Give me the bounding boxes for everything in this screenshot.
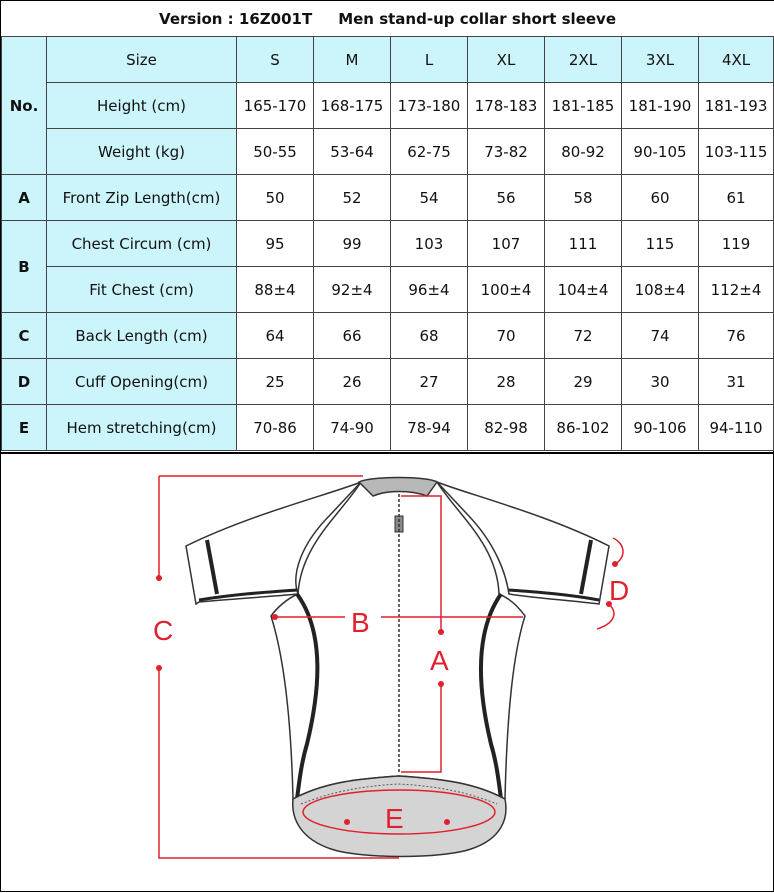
measurement-code: C	[2, 313, 47, 359]
row-label: Weight (kg)	[47, 129, 237, 175]
measurement-row-b	[2, 221, 774, 267]
row-label: Back Length (cm)	[47, 313, 237, 359]
value-cell: 31	[699, 359, 774, 405]
value-cell: 25	[237, 359, 314, 405]
value-cell: 76	[699, 313, 774, 359]
value-cell: 90-106	[622, 405, 699, 451]
value-cell: 78-94	[391, 405, 468, 451]
weight-cell: 50-55	[237, 129, 314, 175]
jersey-drawing	[1, 454, 773, 891]
value-cell: 96±4	[391, 267, 468, 313]
row-label: Fit Chest (cm)	[47, 267, 237, 313]
value-cell: 66	[314, 313, 391, 359]
value-cell: 64	[237, 313, 314, 359]
weight-cell: 103-115	[699, 129, 774, 175]
row-label: Chest Circum (cm)	[47, 221, 237, 267]
measurement-row-c	[2, 313, 774, 359]
weight-cell: 80-92	[545, 129, 622, 175]
size-table	[1, 1, 774, 451]
value-cell: 74	[622, 313, 699, 359]
row-label: Front Zip Length(cm)	[47, 175, 237, 221]
value-cell: 70	[468, 313, 545, 359]
row-label: Height (cm)	[47, 83, 237, 129]
row-label: Hem stretching(cm)	[47, 405, 237, 451]
value-cell: 94-110	[699, 405, 774, 451]
size-cell: S	[237, 37, 314, 83]
value-cell: 95	[237, 221, 314, 267]
value-cell: 92±4	[314, 267, 391, 313]
value-cell: 88±4	[237, 267, 314, 313]
value-cell: 60	[622, 175, 699, 221]
height-cell: 181-190	[622, 83, 699, 129]
size-cell: XL	[468, 37, 545, 83]
height-cell: 165-170	[237, 83, 314, 129]
weight-cell: 73-82	[468, 129, 545, 175]
value-cell: 111	[545, 221, 622, 267]
size-row	[2, 37, 774, 83]
height-cell: 181-193	[699, 83, 774, 129]
value-cell: 115	[622, 221, 699, 267]
marker-e: E	[385, 803, 404, 834]
size-cell: 2XL	[545, 37, 622, 83]
value-cell: 100±4	[468, 267, 545, 313]
weight-cell: 90-105	[622, 129, 699, 175]
value-cell: 30	[622, 359, 699, 405]
no-label: No.	[2, 37, 47, 175]
value-cell: 26	[314, 359, 391, 405]
value-cell: 86-102	[545, 405, 622, 451]
value-cell: 72	[545, 313, 622, 359]
value-cell: 112±4	[699, 267, 774, 313]
version-text: Version : 16Z001T	[159, 9, 313, 28]
row-label: Cuff Opening(cm)	[47, 359, 237, 405]
value-cell: 103	[391, 221, 468, 267]
value-cell: 52	[314, 175, 391, 221]
measurement-code: D	[2, 359, 47, 405]
table-title	[2, 1, 774, 37]
height-cell: 178-183	[468, 83, 545, 129]
height-cell: 181-185	[545, 83, 622, 129]
measurement-row-e	[2, 405, 774, 451]
size-cell: M	[314, 37, 391, 83]
value-cell: 29	[545, 359, 622, 405]
value-cell: 108±4	[622, 267, 699, 313]
value-cell: 107	[468, 221, 545, 267]
marker-a: A	[430, 645, 449, 676]
value-cell: 82-98	[468, 405, 545, 451]
value-cell: 50	[237, 175, 314, 221]
row-label: Size	[47, 37, 237, 83]
value-cell: 104±4	[545, 267, 622, 313]
height-row	[2, 83, 774, 129]
value-cell: 68	[391, 313, 468, 359]
value-cell: 28	[468, 359, 545, 405]
height-cell: 168-175	[314, 83, 391, 129]
measurement-code: A	[2, 175, 47, 221]
marker-b: B	[351, 607, 370, 638]
style-description: Men stand-up collar short sleeve	[338, 9, 616, 28]
value-cell: 119	[699, 221, 774, 267]
marker-d: D	[609, 575, 630, 606]
measurement-row-a	[2, 175, 774, 221]
measurement-row-d	[2, 359, 774, 405]
value-cell: 54	[391, 175, 468, 221]
marker-c: C	[153, 615, 174, 646]
value-cell: 27	[391, 359, 468, 405]
jersey-diagram	[1, 452, 773, 893]
height-cell: 173-180	[391, 83, 468, 129]
value-cell: 61	[699, 175, 774, 221]
size-cell: L	[391, 37, 468, 83]
value-cell: 74-90	[314, 405, 391, 451]
value-cell: 99	[314, 221, 391, 267]
weight-cell: 62-75	[391, 129, 468, 175]
weight-row	[2, 129, 774, 175]
value-cell: 56	[468, 175, 545, 221]
value-cell: 58	[545, 175, 622, 221]
measurement-code: B	[2, 221, 47, 313]
value-cell: 70-86	[237, 405, 314, 451]
measurement-code: E	[2, 405, 47, 451]
measurement-row-fit-chest	[2, 267, 774, 313]
weight-cell: 53-64	[314, 129, 391, 175]
size-cell: 3XL	[622, 37, 699, 83]
size-cell: 4XL	[699, 37, 774, 83]
